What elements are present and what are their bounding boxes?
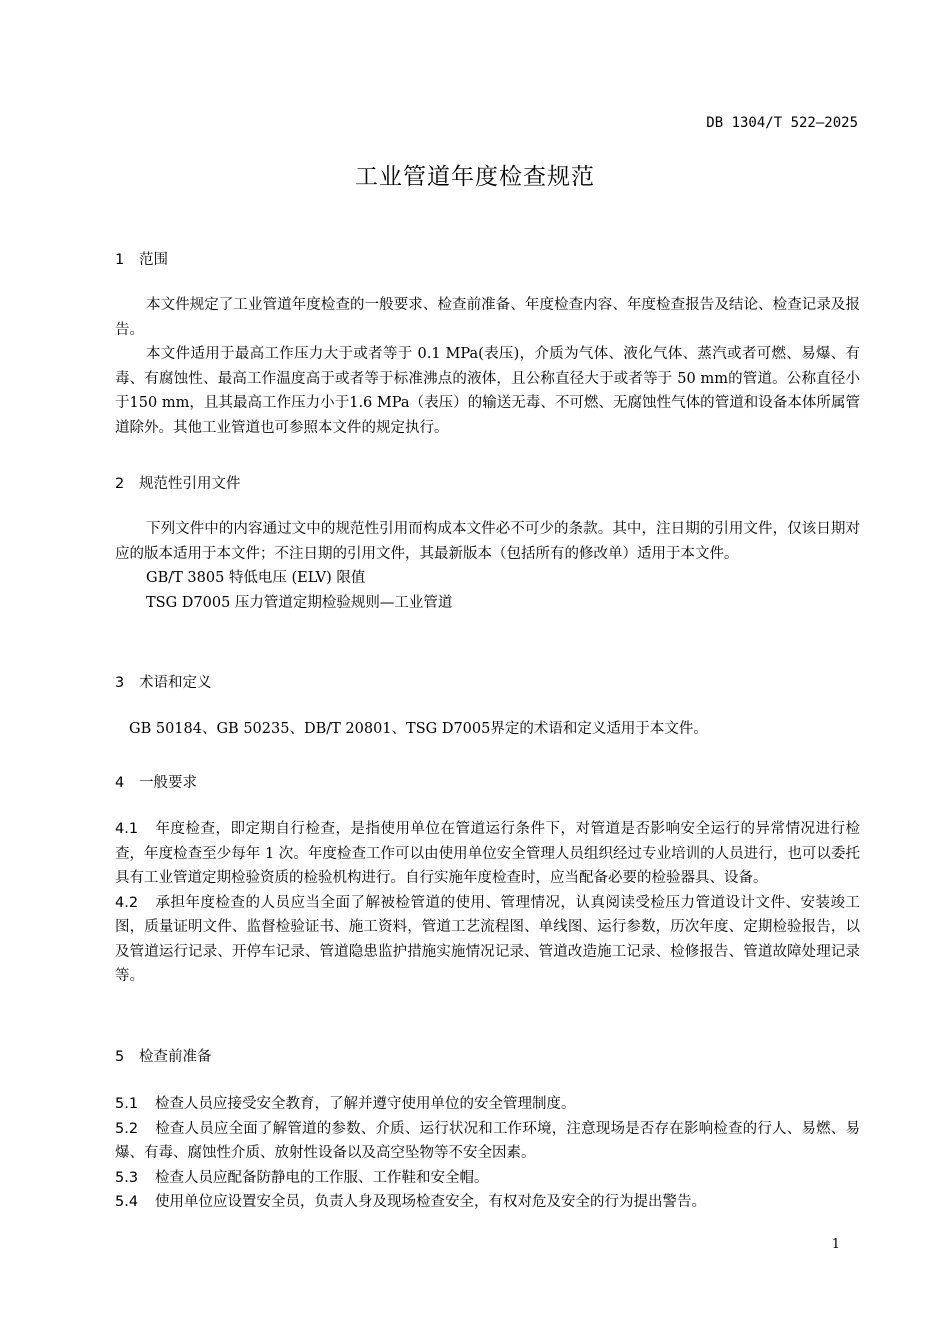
clause-item: [115, 1190, 860, 1215]
paragraph: 本文件规定了工业管道年度检查的一般要求、检查前准备、年度检查内容、年度检查报告及结论、检查记录及报告。: [115, 297, 860, 338]
document-code: DB 1304/T 522—2025: [706, 115, 858, 131]
section-number: 5: [115, 1049, 125, 1065]
section-5-heading: [115, 1045, 860, 1066]
section-4-heading: [115, 771, 860, 792]
section-3-heading: [115, 671, 860, 692]
clause-text: 检查人员应接受安全教育，了解并遵守使用单位的安全管理制度。: [155, 1096, 576, 1112]
section-title: 范围: [139, 252, 168, 268]
normative-reference: TSG D7005 压力管道定期检验规则—工业管道: [146, 594, 453, 611]
paragraph: GB 50184、GB 50235、DB/T 20801、TSG D7005界定的术语和定义适用于本文件。: [129, 721, 708, 737]
clause-number: 5.4: [115, 1194, 139, 1210]
section-number: 4: [115, 775, 125, 791]
clause-item: [115, 891, 860, 989]
clause-text: 承担年度检查的人员应当全面了解被检管道的使用、管理情况，认真阅读受检压力管道设计文件、安装竣工图，质量证明文件、监督检验证书、施工资料，管道工艺流程图、单线图、运行参数，历次年度、定期检验报告，以及管道运行记录、开停车记录、管道隐患监护措施实施情况记录、管道改造施工记录、检修报告、管道故障处理记录等。: [115, 894, 860, 984]
section-title: 规范性引用文件: [139, 476, 241, 492]
section-2-heading: [115, 472, 860, 493]
paragraph: 下列文件中的内容通过文中的规范性引用而构成本文件必不可少的条款。其中，注日期的引用文件，仅该日期对应的版本适用于本文件；不注日期的引用文件，其最新版本（包括所有的修改单）适用于本文件。: [115, 521, 860, 562]
clause-item: [115, 817, 860, 891]
section-3-content: [115, 717, 860, 742]
clause-text: 检查人员应全面了解管道的参数、介质、运行状况和工作环境，注意现场是否存在影响检查的行人、易燃、易爆、有毒、腐蚀性介质、放射性设备以及高空坠物等不安全因素。: [115, 1120, 860, 1161]
section-4-content: [115, 817, 860, 989]
clause-item: [115, 1092, 860, 1117]
section-title: 一般要求: [139, 775, 197, 791]
section-number: 1: [115, 252, 125, 268]
section-title: 术语和定义: [139, 675, 212, 691]
clause-number: 5.1: [115, 1096, 139, 1112]
section-2-content: [115, 517, 860, 615]
section-title: 检查前准备: [139, 1049, 212, 1065]
clause-number: 4.1: [115, 821, 139, 837]
section-1-heading: [115, 248, 860, 269]
clause-number: 4.2: [115, 894, 139, 911]
normative-reference: GB/T 3805 特低电压 (ELV) 限值: [146, 570, 366, 586]
page-number: 1: [831, 1237, 840, 1252]
section-1-content: [115, 293, 860, 440]
clause-number: 5.2: [115, 1120, 139, 1137]
section-5-content: [115, 1092, 860, 1215]
clause-number: 5.3: [115, 1169, 139, 1186]
clause-item: [115, 1117, 860, 1166]
clause-text: 检查人员应配备防静电的工作服、工作鞋和安全帽。: [155, 1169, 489, 1186]
clause-item: [115, 1166, 860, 1191]
paragraph: 本文件适用于最高工作压力大于或者等于 0.1 MPa(表压)，介质为气体、液化气体、蒸汽或者可燃、易爆、有毒、有腐蚀性、最高工作温度高于或者等于标准沸点的液体，且公称直径大于或者等于 50 mm的管道。公称直径小于150 mm，且其最高工作压力小于1.6 MPa（表压）的输送无毒、不可燃、无腐蚀性气体的管道和设备本体所属管道除外。其他工业管道也可参照本文件的规定执行。: [115, 346, 860, 436]
clause-text: 年度检查，即定期自行检查，是指使用单位在管道运行条件下，对管道是否影响安全运行的异常情况进行检查，年度检查至少每年 1 次。年度检查工作可以由使用单位安全管理人员组织经过专业培训的人员进行，也可以委托具有工业管道定期检验资质的检验机构进行。自行实施年度检查时，应当配备必要的检验器具、设备。: [115, 821, 860, 886]
document-title: 工业管道年度检查规范: [355, 164, 595, 190]
clause-text: 使用单位应设置安全员，负责人身及现场检查安全，有权对危及安全的行为提出警告。: [155, 1194, 706, 1210]
section-number: 3: [115, 675, 125, 691]
section-number: 2: [115, 476, 125, 492]
